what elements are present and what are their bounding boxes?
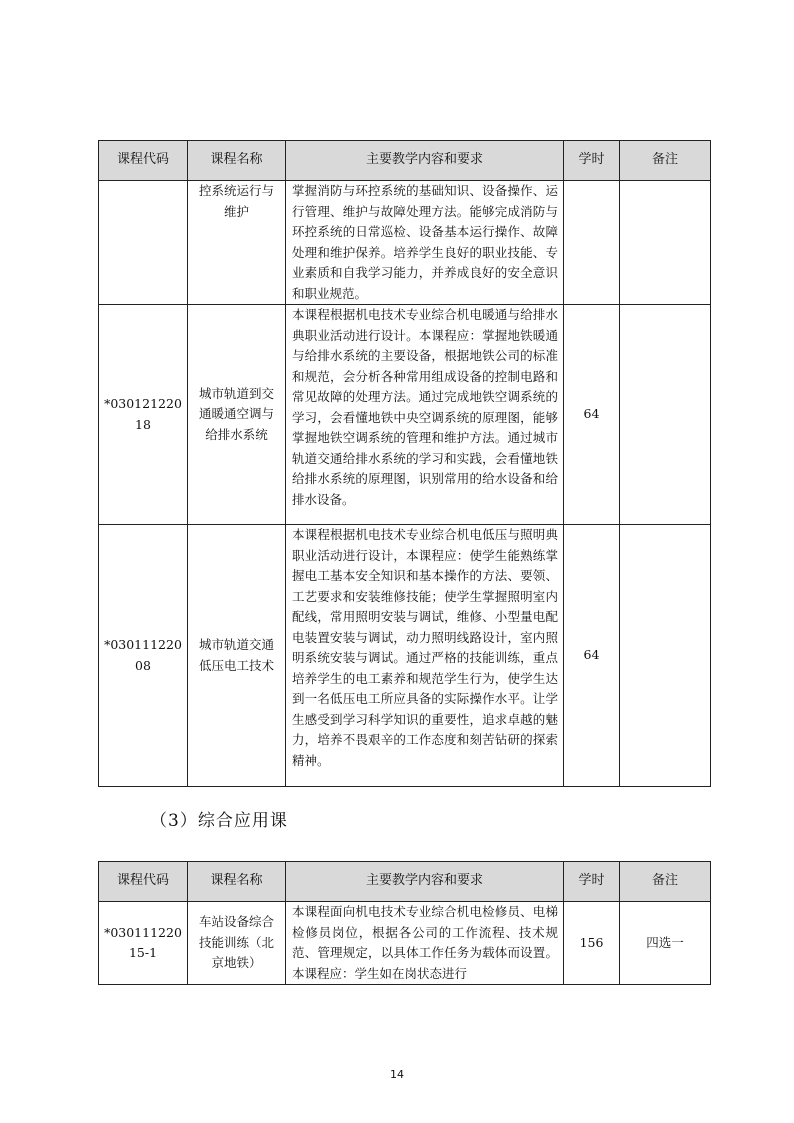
course-name: 城市轨道到交通暖通空调与给排水系统 xyxy=(188,305,286,525)
page-number: 14 xyxy=(390,1068,404,1081)
header-course-name: 课程名称 xyxy=(188,141,286,181)
course-table-1 xyxy=(98,140,711,787)
header-course-code: 课程代码 xyxy=(99,141,188,181)
course-note: 四选一 xyxy=(620,902,711,985)
course-hours: 64 xyxy=(564,525,620,787)
table-row xyxy=(99,305,711,525)
course-note xyxy=(620,305,711,525)
header-hours: 学时 xyxy=(564,141,620,181)
header-hours: 学时 xyxy=(564,862,620,902)
course-content: 本课程面向机电技术专业综合机电检修员、电梯检修员岗位，根据各公司的工作流程、技术规范、管理规定，以具体工作任务为载体而设置。本课程应：学生如在岗状态进行 xyxy=(286,902,564,985)
course-hours xyxy=(564,181,620,305)
course-note xyxy=(620,525,711,787)
section-heading: （3）综合应用课 xyxy=(150,811,288,831)
course-name: 城市轨道交通低压电工技术 xyxy=(188,525,286,787)
table-header-row xyxy=(99,862,711,902)
header-course-code: 课程代码 xyxy=(99,862,188,902)
course-content: 本课程根据机电技术专业综合机电暖通与给排水典职业活动进行设计。本课程应：掌握地铁暖通与给排水系统的主要设备，根据地铁公司的标准和规范，会分析各种常用组成设备的控制电路和常见故障的处理方法。通过完成地铁空调系统的学习，会看懂地铁中央空调系统的原理图，能够掌握地铁空调系统的管理和维护方法。通过城市轨道交通给排水系统的学习和实践，会看懂地铁给排水系统的原理图，识别常用的给水设备和给排水设备。 xyxy=(286,305,564,525)
course-name: 控系统运行与维护 xyxy=(188,181,286,305)
course-table-2 xyxy=(98,861,711,985)
course-code: *03011122015-1 xyxy=(99,902,188,985)
header-note: 备注 xyxy=(620,862,711,902)
header-note: 备注 xyxy=(620,141,711,181)
course-content: 掌握消防与环控系统的基础知识、设备操作、运行管理、维护与故障处理方法。能够完成消防与环控系统的日常巡检、设备基本运行操作、故障处理和维护保养。培养学生良好的职业技能、专业素质和自我学习能力，并养成良好的安全意识和职业规范。 xyxy=(286,181,564,305)
table-row xyxy=(99,902,711,985)
course-name: 车站设备综合技能训练（北京地铁） xyxy=(188,902,286,985)
header-course-name: 课程名称 xyxy=(188,862,286,902)
course-content: 本课程根据机电技术专业综合机电低压与照明典职业活动进行设计，本课程应：使学生能熟练掌握电工基本安全知识和基本操作的方法、要领、工艺要求和安装维修技能；使学生掌握照明室内配线，常用照明安装与调试，维修、小型量电配电装置安装与调试，动力照明线路设计，室内照明系统安装与调试。通过严格的技能训练，重点培养学生的电工素养和规范学生行为，使学生达到一名低压电工所应具备的实际操作水平。让学生感受到学习科学知识的重要性，追求卓越的魅力，培养不畏艰辛的工作态度和刻苦钻研的探索精神。 xyxy=(286,525,564,787)
table-row xyxy=(99,181,711,305)
course-code: *03012122018 xyxy=(99,305,188,525)
course-note xyxy=(620,181,711,305)
course-hours: 64 xyxy=(564,305,620,525)
header-content: 主要教学内容和要求 xyxy=(286,141,564,181)
course-code xyxy=(99,181,188,305)
course-hours: 156 xyxy=(564,902,620,985)
table-header-row xyxy=(99,141,711,181)
course-code: *03011122008 xyxy=(99,525,188,787)
table-row xyxy=(99,525,711,787)
header-content: 主要教学内容和要求 xyxy=(286,862,564,902)
